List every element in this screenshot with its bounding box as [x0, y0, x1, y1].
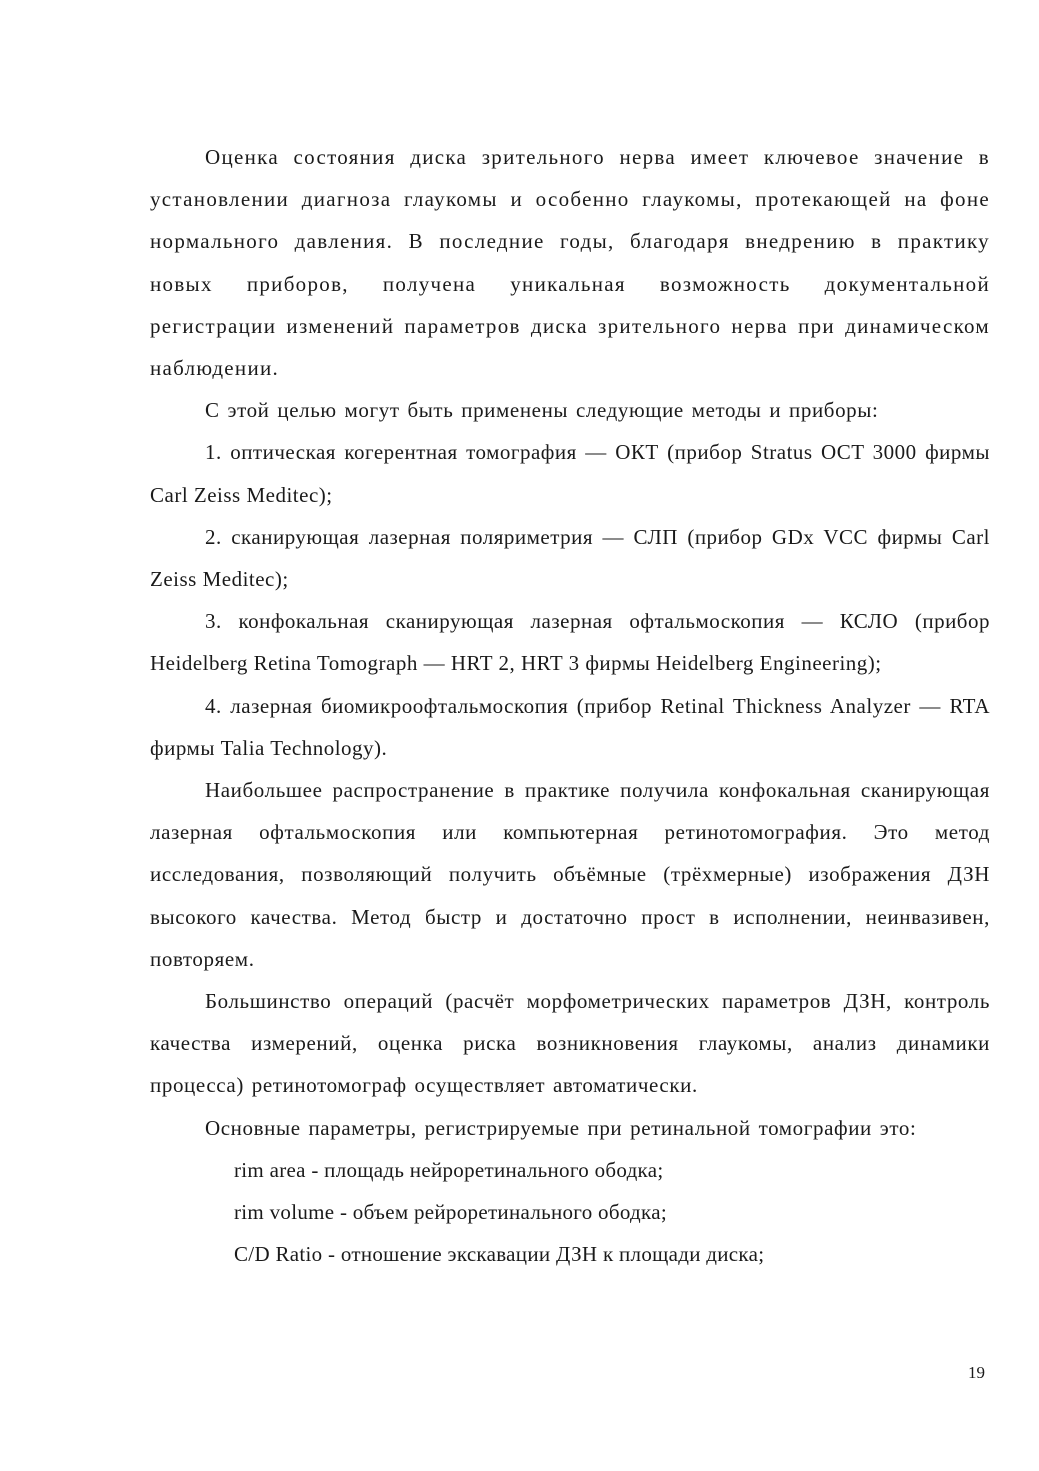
parameter-cd-ratio: C/D Ratio - отношение экскавации ДЗН к площади диска; [234, 1242, 765, 1267]
methods-lead-paragraph: С этой целью могут быть применены следующие методы и приборы: [205, 398, 879, 423]
parameter-rim-volume: rim volume - объем рейроретинального ободка; [234, 1200, 667, 1225]
parameters-lead-paragraph: Основные параметры, регистрируемые при ретинальной томографии это: [205, 1115, 917, 1140]
retinotomography-paragraph: Наибольшее распространение в практике получила конфокальная сканирующая лазерная офтальмоскопия или компьютерная ретинотомография. Это метод исследования, позволяющий получить объёмные (трёхмерные) изображения ДЗН высокого качества. Метод быстр и достаточно прост в исполнении, неинвазивен, повторяем. [150, 778, 990, 971]
operations-paragraph: Большинство операций (расчёт морфометрических параметров ДЗН, контроль качества измерений, оценка риска возникновения глаукомы, анализ динамики процесса) ретинотомограф осуществляет автоматически. [150, 989, 990, 1098]
document-body [150, 136, 990, 1275]
parameter-rim-area: rim area - площадь нейроретинального ободка; [234, 1157, 664, 1182]
intro-paragraph: Оценка состояния диска зрительного нерва имеет ключевое значение в установлении диагноза глаукомы и особенно глаукомы, протекающей на фоне нормального давления. В последние годы, благодаря внедрению в практику новых приборов, получена уникальная возможность документальной регистрации изменений параметров диска зрительного нерва при динамическом наблюдении. [150, 145, 990, 381]
method-item-kslo: 3. конфокальная сканирующая лазерная офтальмоскопия — КСЛО (прибор Heidelberg Retina Tomograph — HRT 2, HRT 3 фирмы Heidelberg Engineering); [150, 609, 990, 676]
page-number: 19 [968, 1363, 985, 1382]
method-item-rta: 4. лазерная биомикроофтальмоскопия (прибор Retinal Thickness Analyzer — RTA фирмы Talia Technology). [150, 693, 990, 760]
method-item-oct: 1. оптическая когерентная томография — ОКТ (прибор Stratus OCT 3000 фирмы Carl Zeiss Meditec); [150, 440, 990, 507]
method-item-slp: 2. сканирующая лазерная поляриметрия — СЛП (прибор GDx VCC фирмы Carl Zeiss Meditec); [150, 524, 990, 592]
